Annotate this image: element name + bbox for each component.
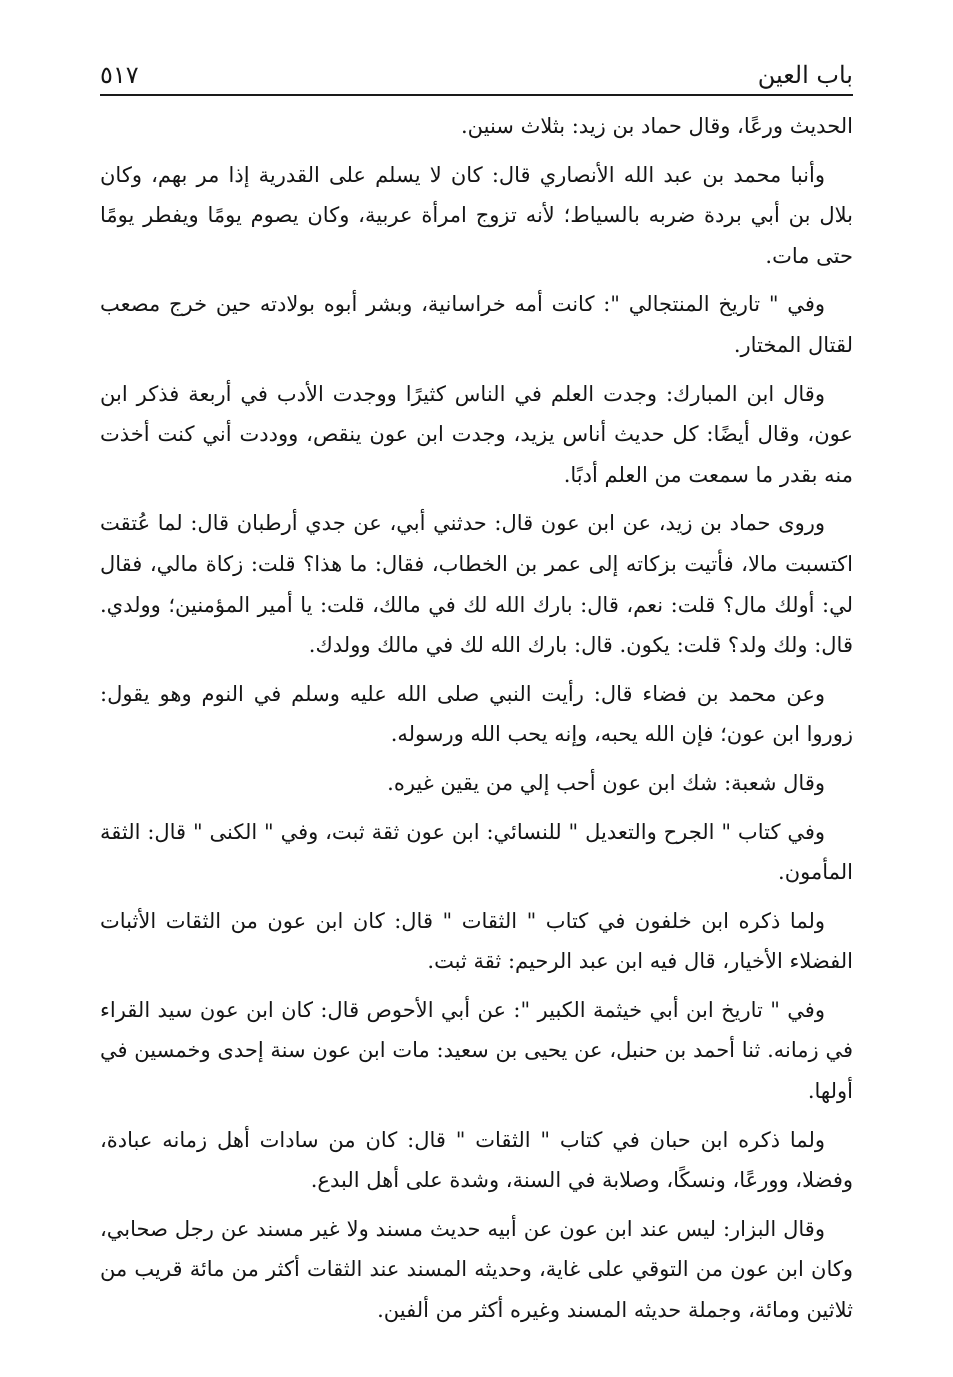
chapter-title: باب العين bbox=[757, 61, 853, 89]
paragraph-10: وفي " تاريخ ابن أبي خيثمة الكبير ": عن أبي الأحوص قال: كان ابن عون سيد القراء في زمانه. ثنا أحمد بن حنبل، عن يحيى بن سعيد: مات ابن عون سنة إحدى وخمسين في أولها. bbox=[100, 997, 853, 1104]
paragraph-11: ولما ذكره ابن حبان في كتاب " الثقات " قال: كان من سادات أهل زمانه عبادة، وفضلا، وورعًا، ونسكًا، وصلابة في السنة، وشدة على أهل البدع. bbox=[100, 1127, 853, 1193]
paragraph-6: وعن محمد بن فضاء قال: رأيت النبي صلى الله عليه وسلم في النوم وهو يقول: زوروا ابن عون؛ فإن الله يحبه، وإنه يحب الله ورسوله. bbox=[100, 681, 853, 747]
header-rule bbox=[100, 94, 853, 96]
paragraph-1: الحديث ورعًا، وقال حماد بن زيد: بثلاث سنين. bbox=[460, 114, 853, 138]
running-header bbox=[100, 56, 853, 96]
paragraph-3: وفي " تاريخ المنتجالي ": كانت أمه خراسانية، وبشر أبوه بولادته حين خرج مصعب لقتال المختار. bbox=[100, 292, 853, 357]
paragraph-12: وقال البزار: ليس عند ابن عون عن أبيه حديث مسند ولا غير مسند عن رجل صحابي، وكان ابن عون من التوقي على غاية، وحديثه المسند عند الثقات أكثر من مائة قريب من ثلاثين ومائة، وجملة حديثه المسند وغيره أكثر من ألفين. bbox=[100, 1216, 853, 1323]
paragraph-9: ولما ذكره ابن خلفون في كتاب " الثقات " قال: كان ابن عون من الثقات الأثبات الفضلاء الأخيار، قال فيه ابن عبد الرحيم: ثقة ثبت. bbox=[100, 908, 853, 974]
paragraph-8: وفي كتاب " الجرح والتعديل " للنسائي: ابن عون ثقة ثبت، وفي " الكنى " قال: الثقة المأمون. bbox=[100, 819, 853, 885]
body-text bbox=[100, 106, 853, 1339]
paragraph-7: وقال شعبة: شك ابن عون أحب إلي من يقين غيره. bbox=[387, 770, 825, 795]
page-number: ٥١٧ bbox=[100, 61, 139, 89]
paragraph-2: وأنبا محمد بن عبد الله الأنصاري قال: كان لا يسلم على القدرية إذا مر بهم، وكان بلال بن أبي بردة ضربه بالسياط؛ لأنه تزوج امرأة عربية، وكان يصوم يومًا ويفطر يومًا حتى مات. bbox=[100, 162, 853, 268]
paragraph-5: وروى حماد بن زيد، عن ابن عون قال: حدثني أبي، عن جدي أرطبان قال: لما عُتقت اكتسبت مالا، فأتيت بزكاته إلى عمر بن الخطاب، فقال: ما هذا؟ قلت: زكاة مالي، فقال لي: أولك مال؟ قلت: نعم، قال: بارك الله لك في مالك، قلت: يا أمير المؤمنين؛ وولدي. قال: ولك ولد؟ قلت: يكون. قال: بارك الله لك في مالك وولدك. bbox=[100, 511, 853, 658]
paragraph-4: وقال ابن المبارك: وجدت العلم في الناس كثيرًا ووجدت الأدب في أربعة فذكر ابن عون، وقال أيضًا: كل حديث أناس يزيد، وجدت ابن عون ينقص، ووددت أني كنت أخذت منه بقدر ما سمعت من العلم أدبًا. bbox=[100, 381, 853, 487]
